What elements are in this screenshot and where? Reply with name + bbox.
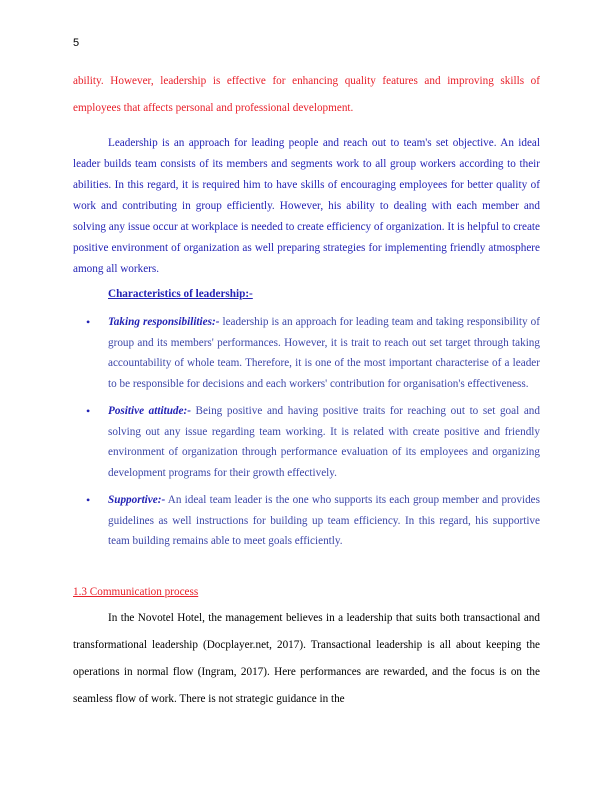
bullet-icon: • [86,493,91,507]
list-item [84,401,540,483]
characteristics-heading: Characteristics of leadership:- [108,288,253,300]
bullet-term: Taking responsibilities:- [108,316,220,328]
bullet-icon: • [86,404,91,418]
characteristics-list [84,312,540,559]
list-item [84,490,540,552]
bullet-text: An ideal team leader is the one who supports its each group member and provides guidelines as well instructions for building up team efficiency. In this regard, his supportive team building remains able to meet goals efficiently. [108,494,540,547]
intro-paragraph: ability. However, leadership is effective for enhancing quality features and improving skills of employees that affects personal and professional development. [73,75,540,114]
bullet-term: Positive attitude:- [108,405,191,417]
bullet-term: Supportive:- [108,494,166,506]
leadership-paragraph: Leadership is an approach for leading people and reach out to team's set objective. An ideal leader builds team consists of its members and segments work to all group workers according to their abilities. In this regard, it is required him to have skills of encouraging employees for better quality of work and contributing in group efficiently. However, his ability to dealing with each member and solving any issue occur at workplace is needed to create efficiency of organization. It is helpful to create positive environment of organization as well preparing strategies for implementing friendly atmosphere among all workers. [73,137,540,275]
bullet-text: leadership is an approach for leading team and taking responsibility of group and its members' performances. However, it is trait to reach out set target through taking accountability of whole team. Therefore, it is one of the most important characterise of a leader to be responsible for decisions and each workers' contribution for organisation's effectiveness. [108,316,540,390]
communication-paragraph: In the Novotel Hotel, the management believes in a leadership that suits both transactional and transformational leadership (Docplayer.net, 2017). Transactional leadership is all about keeping the operations in normal flow (Ingram, 2017). Here performances are rewarded, and the focus is on the seamless flow of work. There is not strategic guidance in the [73,612,540,705]
page-number: 5 [73,37,80,49]
section-heading: 1.3 Communication process [73,586,199,598]
bullet-text: Being positive and having positive traits for reaching out to set goal and solving out any issue regarding team working. It is related with create positive and friendly environment of organization through performance evaluation of its employees and organizing development programs for their growth effectively. [108,405,540,479]
list-item [84,312,540,394]
bullet-icon: • [86,315,91,329]
